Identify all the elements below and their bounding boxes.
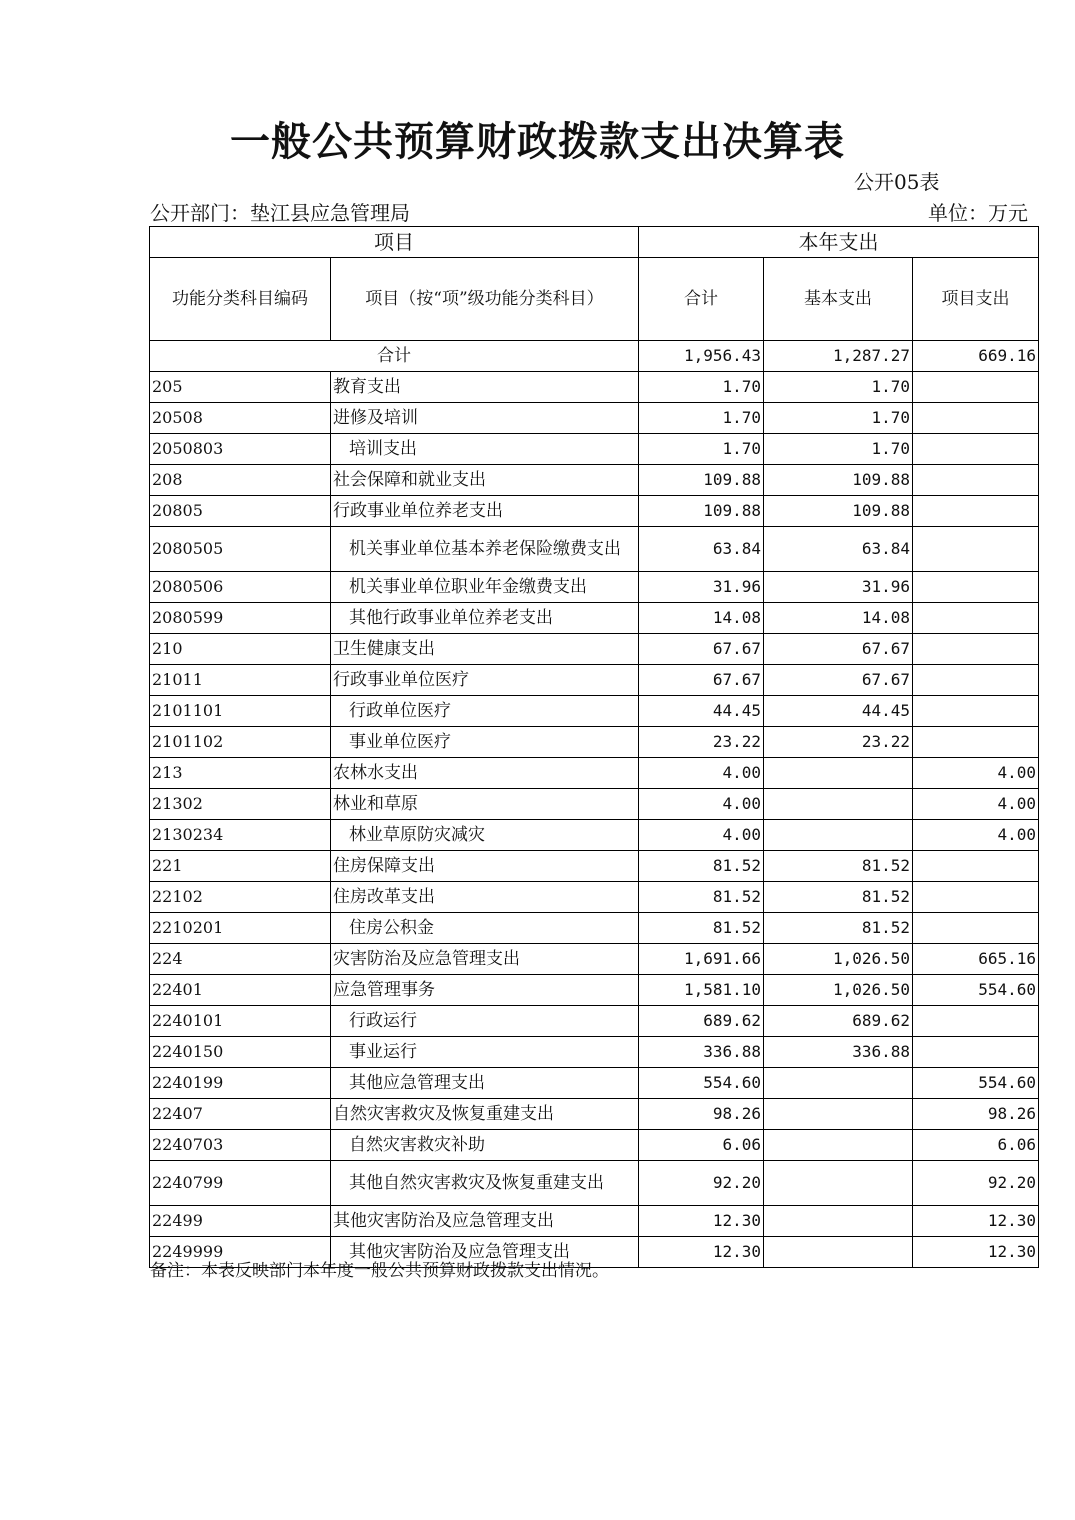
row-project [913,603,1039,634]
table-row [150,527,1039,572]
row-project: 554.60 [913,975,1039,1006]
row-basic [764,1099,913,1130]
unit-label: 单位：万元 [928,201,1028,225]
department-label: 公开部门：垫江县应急管理局 [150,201,410,225]
row-total: 14.08 [639,603,764,634]
row-name: 行政事业单位医疗 [331,665,639,696]
row-code: 20508 [150,403,331,434]
header-row-group [150,227,1039,258]
row-name: 其他自然灾害救灾及恢复重建支出 [331,1161,639,1206]
table-row [150,403,1039,434]
row-name: 应急管理事务 [331,975,639,1006]
row-basic: 1,026.50 [764,944,913,975]
row-code: 210 [150,634,331,665]
row-project: 92.20 [913,1161,1039,1206]
row-project: 12.30 [913,1237,1039,1268]
row-basic: 23.22 [764,727,913,758]
row-project [913,496,1039,527]
row-basic [764,820,913,851]
row-project [913,465,1039,496]
row-basic [764,1161,913,1206]
row-basic: 67.67 [764,665,913,696]
row-project: 4.00 [913,758,1039,789]
row-name: 其他行政事业单位养老支出 [331,603,639,634]
row-code: 2130234 [150,820,331,851]
table-row [150,975,1039,1006]
row-total: 1.70 [639,403,764,434]
row-name: 事业单位医疗 [331,727,639,758]
header-row-columns [150,258,1039,341]
row-total: 44.45 [639,696,764,727]
row-code: 2080505 [150,527,331,572]
row-basic [764,1206,913,1237]
row-project: 98.26 [913,1099,1039,1130]
row-project [913,1037,1039,1068]
table-row [150,851,1039,882]
header-basic: 基本支出 [764,258,913,341]
row-total: 63.84 [639,527,764,572]
row-code: 2249999 [150,1237,331,1268]
row-name: 林业草原防灾减灾 [331,820,639,851]
row-total: 31.96 [639,572,764,603]
table-row [150,820,1039,851]
row-basic [764,758,913,789]
row-name: 事业运行 [331,1037,639,1068]
row-project: 554.60 [913,1068,1039,1099]
table-row [150,572,1039,603]
row-code: 213 [150,758,331,789]
row-total: 1.70 [639,434,764,465]
row-code: 205 [150,372,331,403]
row-code: 2240799 [150,1161,331,1206]
row-code: 2050803 [150,434,331,465]
row-code: 22102 [150,882,331,913]
row-total: 1.70 [639,372,764,403]
row-name: 行政单位医疗 [331,696,639,727]
row-project: 12.30 [913,1206,1039,1237]
row-project: 4.00 [913,820,1039,851]
row-code: 22401 [150,975,331,1006]
row-total: 109.88 [639,496,764,527]
row-project [913,696,1039,727]
row-name: 社会保障和就业支出 [331,465,639,496]
header-year-group: 本年支出 [639,227,1039,258]
total-label: 合计 [150,341,639,372]
row-project [913,434,1039,465]
row-basic: 1,026.50 [764,975,913,1006]
row-basic [764,1237,913,1268]
row-project: 665.16 [913,944,1039,975]
row-project [913,634,1039,665]
row-total: 6.06 [639,1130,764,1161]
table-row [150,913,1039,944]
row-project [913,727,1039,758]
row-project [913,372,1039,403]
row-total: 4.00 [639,758,764,789]
table-row [150,789,1039,820]
table-row [150,1006,1039,1037]
row-name: 培训支出 [331,434,639,465]
row-basic: 81.52 [764,851,913,882]
table-row [150,1206,1039,1237]
header-project: 项目支出 [913,258,1039,341]
table-row [150,727,1039,758]
row-basic: 63.84 [764,527,913,572]
row-code: 208 [150,465,331,496]
header-name: 项目（按“项”级功能分类科目） [331,258,639,341]
row-name: 教育支出 [331,372,639,403]
row-basic: 109.88 [764,465,913,496]
row-code: 22407 [150,1099,331,1130]
row-basic [764,1068,913,1099]
row-code: 21302 [150,789,331,820]
total-row [150,341,1039,372]
row-name: 其他灾害防治及应急管理支出 [331,1237,639,1268]
row-code: 2101101 [150,696,331,727]
table-row [150,882,1039,913]
row-total: 67.67 [639,634,764,665]
row-total: 4.00 [639,820,764,851]
row-project: 4.00 [913,789,1039,820]
row-total: 336.88 [639,1037,764,1068]
table-row [150,372,1039,403]
row-total: 23.22 [639,727,764,758]
row-name: 灾害防治及应急管理支出 [331,944,639,975]
row-basic: 1.70 [764,434,913,465]
form-number: 公开05表 [854,170,940,194]
row-project: 6.06 [913,1130,1039,1161]
table-row [150,696,1039,727]
expenditure-table [149,226,1039,1268]
table-row [150,465,1039,496]
row-name: 住房保障支出 [331,851,639,882]
header-total: 合计 [639,258,764,341]
row-code: 224 [150,944,331,975]
row-name: 农林水支出 [331,758,639,789]
row-basic [764,789,913,820]
row-project [913,1006,1039,1037]
row-basic: 689.62 [764,1006,913,1037]
row-total: 81.52 [639,913,764,944]
total-project: 669.16 [913,341,1039,372]
row-project [913,913,1039,944]
table-row [150,1037,1039,1068]
row-name: 林业和草原 [331,789,639,820]
row-name: 机关事业单位基本养老保险缴费支出 [331,527,639,572]
total-basic: 1,287.27 [764,341,913,372]
row-total: 92.20 [639,1161,764,1206]
footnote: 备注：本表反映部门本年度一般公共预算财政拨款支出情况。 [150,1261,609,1281]
row-total: 689.62 [639,1006,764,1037]
header-code: 功能分类科目编码 [150,258,331,341]
row-name: 其他应急管理支出 [331,1068,639,1099]
row-code: 2101102 [150,727,331,758]
row-basic: 67.67 [764,634,913,665]
row-total: 1,581.10 [639,975,764,1006]
row-name: 自然灾害救灾及恢复重建支出 [331,1099,639,1130]
row-basic: 1.70 [764,372,913,403]
row-total: 98.26 [639,1099,764,1130]
row-code: 2210201 [150,913,331,944]
row-name: 行政运行 [331,1006,639,1037]
row-basic [764,1130,913,1161]
row-project [913,403,1039,434]
row-code: 22499 [150,1206,331,1237]
row-project [913,572,1039,603]
row-code: 21011 [150,665,331,696]
row-code: 2240150 [150,1037,331,1068]
row-name: 住房公积金 [331,913,639,944]
header-item-group: 项目 [150,227,639,258]
table-row [150,1130,1039,1161]
row-total: 67.67 [639,665,764,696]
row-code: 2080506 [150,572,331,603]
row-code: 2240101 [150,1006,331,1037]
row-name: 进修及培训 [331,403,639,434]
row-project [913,882,1039,913]
row-basic: 336.88 [764,1037,913,1068]
row-name: 卫生健康支出 [331,634,639,665]
row-basic: 31.96 [764,572,913,603]
row-project [913,665,1039,696]
row-code: 20805 [150,496,331,527]
row-name: 住房改革支出 [331,882,639,913]
row-code: 2080599 [150,603,331,634]
table-row [150,665,1039,696]
page-title: 一般公共预算财政拨款支出决算表 [230,118,845,165]
table-row [150,434,1039,465]
row-basic: 81.52 [764,882,913,913]
row-basic: 44.45 [764,696,913,727]
row-total: 554.60 [639,1068,764,1099]
total-total: 1,956.43 [639,341,764,372]
row-name: 自然灾害救灾补助 [331,1130,639,1161]
row-project [913,851,1039,882]
row-basic: 109.88 [764,496,913,527]
row-total: 12.30 [639,1237,764,1268]
table-row [150,758,1039,789]
row-code: 2240199 [150,1068,331,1099]
row-basic: 14.08 [764,603,913,634]
table-row [150,634,1039,665]
row-total: 1,691.66 [639,944,764,975]
table-row [150,603,1039,634]
row-total: 4.00 [639,789,764,820]
table-row [150,496,1039,527]
row-total: 81.52 [639,851,764,882]
table-row [150,1099,1039,1130]
table-row [150,1068,1039,1099]
table-row [150,1161,1039,1206]
table-row [150,944,1039,975]
row-code: 2240703 [150,1130,331,1161]
row-code: 221 [150,851,331,882]
row-project [913,527,1039,572]
row-name: 行政事业单位养老支出 [331,496,639,527]
row-total: 12.30 [639,1206,764,1237]
row-total: 81.52 [639,882,764,913]
row-name: 机关事业单位职业年金缴费支出 [331,572,639,603]
row-total: 109.88 [639,465,764,496]
row-basic: 81.52 [764,913,913,944]
row-basic: 1.70 [764,403,913,434]
row-name: 其他灾害防治及应急管理支出 [331,1206,639,1237]
